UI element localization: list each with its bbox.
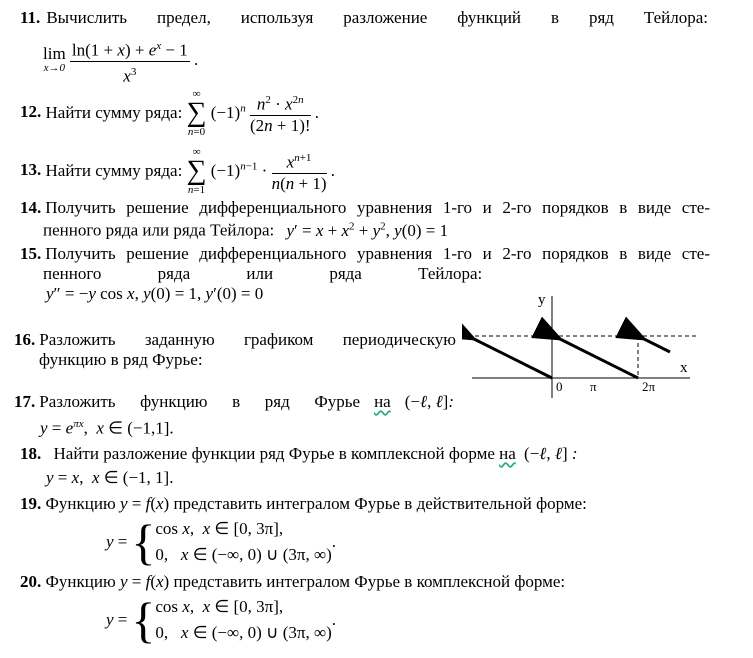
x-pi-label: π xyxy=(590,379,597,394)
item-number: 19. xyxy=(20,494,42,513)
pi-label: π xyxy=(539,320,546,335)
item-number: 14. xyxy=(20,198,42,217)
sum-symbol: ∞ ∑ n=0 xyxy=(186,88,207,138)
sawtooth-graph xyxy=(462,288,702,402)
item-number: 16. xyxy=(14,330,36,349)
item-11-text: Вычислить предел, используя разложение функций в ряд Тейлора: xyxy=(46,8,708,27)
item-15-line2: пенного ряда или ряда Тейлора: xyxy=(43,264,483,283)
sum-symbol: ∞ ∑ n=1 xyxy=(186,146,207,196)
item-16-line1: Разложить заданную графиком периодическую xyxy=(39,330,456,349)
item-20-text: представить интегралом Фурье в комплексной форме: xyxy=(173,572,566,591)
item-20: 20. Функцию y = f(x) представить интегралом Фурье в комплексной форме: xyxy=(20,572,566,591)
item-text xyxy=(46,8,708,28)
item-17: 17. Разложить функцию в ряд Фурье на (−ℓ, ℓ]: $y = e^{\pi x}$, x ∈ (−1,1]. xyxy=(14,392,454,438)
item-13: 13. Найти сумму ряда: ∞ ∑ n=1 $(-1)^{n-1}$ · $\frac{x^{n+1}}{n(n + 1)}$ . xyxy=(20,146,335,196)
segment-2 xyxy=(558,338,638,378)
item-number: 20. xyxy=(20,572,42,591)
piecewise-19: y = { cos x, x ∈ [0, 3π], 0, x ∈ (−∞, 0) ∪ (3π, ∞) . xyxy=(106,514,336,570)
item-12: 12. Найти сумму ряда: ∞ ∑ n=0 $(-1)^n$ $\frac{n^2 \cdot x^{2n}}{(2n + 1)!}$ . xyxy=(20,88,320,138)
piecewise-20: y = { cos x, x ∈ [0, 3π], 0, x ∈ (−∞, 0) ∪ (3π, ∞) . xyxy=(106,592,336,648)
item-16 xyxy=(14,330,456,370)
item-15-line1: Получить решение дифференциального уравнения 1-го и 2-го порядков в виде сте- xyxy=(45,244,710,263)
item-18: 18. Найти разложение функции ряд Фурье в комплексной форме на (−ℓ, ℓ] : y = x, x ∈ (−1, 1]. xyxy=(20,444,578,487)
item-19-text: представить интегралом Фурье в действительной форме: xyxy=(173,494,587,513)
item-19: 19. Функцию y = f(x) представить интегралом Фурье в действительной форме: xyxy=(20,494,587,513)
item-15: 15. Получить решение дифференциального уравнения 1-го и 2-го порядков в виде сте- пенного ряда или ряда Тейлора: y″ = −y cos x, y(0) = 1, y′(0) = 0 xyxy=(20,244,710,303)
x-2pi-label: 2π xyxy=(642,379,656,394)
zero-label: 0 xyxy=(556,379,563,394)
x-label: x xyxy=(680,360,688,376)
segment-3 xyxy=(642,338,670,352)
y-label: y xyxy=(538,292,546,308)
item-20-lead: Функцию xyxy=(45,572,116,591)
item-17-na: на xyxy=(374,392,391,411)
item-18-text: Найти разложение функции ряд Фурье в комплексной форме xyxy=(53,444,495,463)
item-number: 17. xyxy=(14,392,36,411)
item-16-line2: функцию в ряд Фурье: xyxy=(39,350,203,369)
limit-formula: lim x→0 $\frac{\ln(1 + x) + e^x - 1}{x^3}$ . xyxy=(43,36,198,86)
item-number: 15. xyxy=(20,244,42,263)
item-14-line2: пенного ряда или ряда Тейлора: xyxy=(43,220,275,240)
item-18-na: на xyxy=(499,444,516,463)
item-12-text: Найти сумму ряда: xyxy=(45,103,183,122)
item-17-text: Разложить функцию в ряд Фурье xyxy=(39,392,361,411)
item-number: 18. xyxy=(20,444,42,463)
item-number: 11. xyxy=(20,8,41,27)
item-14: 14. Получить решение дифференциального уравнения 1-го и 2-го порядков в виде сте- пенного ряда или ряда Тейлора: $y' = x + x^2 + y^2$, y(0) = 1 xyxy=(20,198,710,240)
segment-1 xyxy=(472,338,552,378)
item-19-lead: Функцию xyxy=(45,494,116,513)
item-11 xyxy=(20,8,708,28)
item-13-text: Найти сумму ряда: xyxy=(45,161,183,180)
item-14-line1: Получить решение дифференциального уравнения 1-го и 2-го порядков в виде сте- xyxy=(45,198,710,217)
item-number: 12. xyxy=(20,101,42,121)
item-number: 13. xyxy=(20,159,42,179)
